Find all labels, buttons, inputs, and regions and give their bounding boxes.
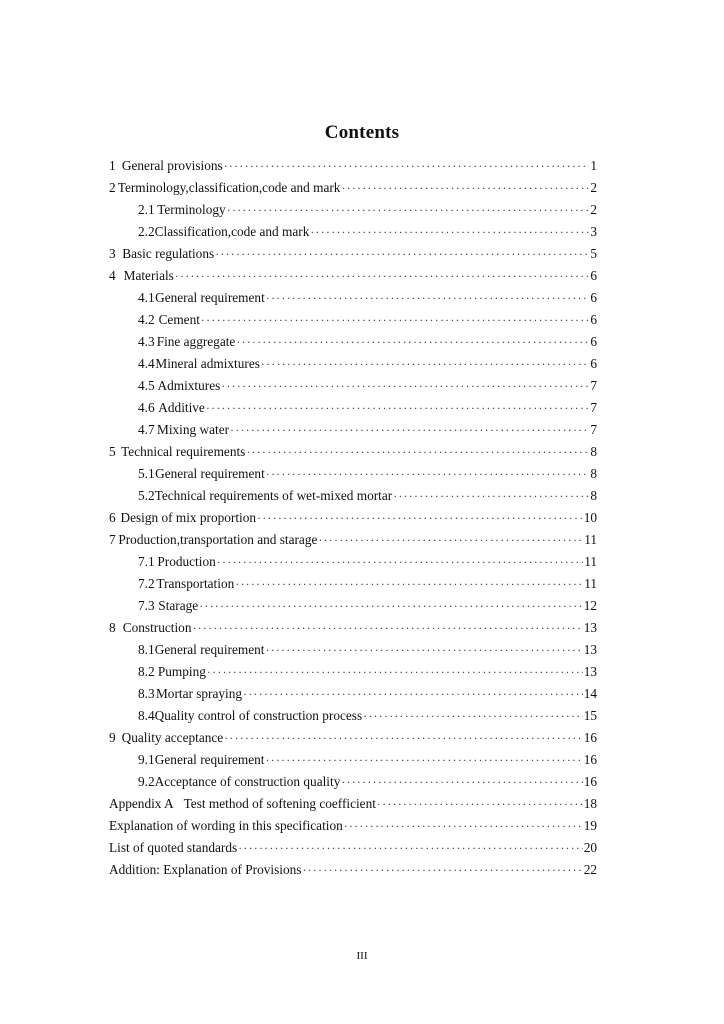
toc-entry-number: 6 [109,510,116,525]
toc-entry-number: 7.2 [138,576,155,591]
toc-entry-page: 6 [590,268,597,283]
toc-entry-page: 22 [583,862,597,877]
toc-entry-number: 7 [109,532,116,547]
toc-entry[interactable] [109,199,597,221]
toc-entry-number: 1 [109,158,116,173]
toc-entry-number: 2.2 [138,224,155,239]
toc-entry[interactable] [109,705,597,727]
toc-entry-number: 9.1 [138,752,155,767]
toc-entry-number: 5.2 [138,488,155,503]
toc-entry-number: 4 [109,268,116,283]
toc-entry-number: 9 [109,730,116,745]
toc-entry-title: Mixing water [157,422,230,437]
toc-entry-title: Terminology,classification,code and mark [117,180,341,195]
toc-entry-page: 18 [583,796,597,811]
dot-leader [224,727,583,749]
dot-leader [265,749,582,771]
toc-entry-number: 5.1 [138,466,155,481]
toc-entry-page: 13 [583,642,597,657]
toc-entry-page: 19 [583,818,597,833]
toc-entry[interactable] [109,485,597,507]
toc-entry-title: Pumping [157,664,206,679]
toc-entry-page: 6 [590,312,597,327]
toc-entry-page: 16 [583,752,597,767]
toc-entry[interactable] [109,815,597,837]
toc-entry[interactable] [109,397,597,419]
toc-entry-number: 4.2 [138,312,155,327]
toc-entry-number: 2.1 [138,202,155,217]
toc-entry-page: 7 [590,400,597,415]
toc-entry-title: Production [157,554,216,569]
toc-entry-page: 6 [590,290,597,305]
toc-entry-page: 8 [590,488,597,503]
dot-leader [206,397,590,419]
toc-entry-title: Acceptance of construction quality [154,774,341,789]
toc-entry[interactable] [109,507,597,529]
toc-entry-title: General requirement [154,642,265,657]
toc-entry-page: 20 [583,840,597,855]
toc-entry-number: 4.1 [138,290,155,305]
toc-entry[interactable] [109,529,597,551]
toc-entry[interactable] [109,595,597,617]
dot-leader [230,419,589,441]
toc-entry[interactable] [109,155,597,177]
toc-entry-page: 15 [583,708,597,723]
toc-entry-page: 1 [590,158,597,173]
toc-entry[interactable] [109,837,597,859]
toc-entry-number: 8.2 [138,664,155,679]
toc-entry-title: Addition: Explanation of Provisions [109,862,302,877]
dot-leader [246,441,589,463]
dot-leader [192,617,582,639]
toc-entry[interactable] [109,683,597,705]
dot-leader [238,837,583,859]
dot-leader [257,507,583,529]
toc-entry-number: 8.1 [138,642,155,657]
toc-entry-page: 7 [590,378,597,393]
toc-entry-number: 3 [109,246,116,261]
dot-leader [261,353,589,375]
dot-leader [266,287,590,309]
toc-entry-title: Classification,code and mark [154,224,310,239]
toc-entry-page: 10 [583,510,597,525]
toc-entry[interactable] [109,331,597,353]
toc-entry-page: 16 [583,774,597,789]
dot-leader [266,463,590,485]
toc-entry[interactable] [109,463,597,485]
toc-entry[interactable] [109,353,597,375]
toc-entry-title: Additive [158,400,205,415]
table-of-contents [109,155,597,881]
toc-entry-page: 13 [583,620,597,635]
toc-entry[interactable] [109,573,597,595]
toc-entry-title: General requirement [154,752,265,767]
toc-entry-title: Production,transportation and starage [118,532,318,547]
toc-entry-page: 6 [590,356,597,371]
toc-entry-title: Materials [123,268,174,283]
toc-entry-title: Explanation of wording in this specification [109,818,343,833]
toc-entry-number: 9.2 [138,774,155,789]
toc-entry-page: 11 [584,576,597,591]
toc-entry-page: 2 [590,180,597,195]
dot-leader [393,485,589,507]
toc-entry-title: General requirement [155,466,265,481]
toc-entry-page: 8 [590,444,597,459]
toc-entry-title: Mortar spraying [155,686,243,701]
toc-entry-page: 8 [590,466,597,481]
toc-entry-title: Admixtures [157,378,221,393]
toc-entry-title: Construction [122,620,192,635]
dot-leader [199,595,583,617]
toc-entry[interactable] [109,419,597,441]
toc-entry-page: 11 [584,554,597,569]
toc-entry-title: List of quoted standards [109,840,238,855]
toc-entry[interactable] [109,221,597,243]
dot-leader [302,859,582,881]
toc-entry[interactable] [109,661,597,683]
dot-leader [318,529,583,551]
toc-entry-title: General provisions [121,158,223,173]
toc-entry-title: Fine aggregate [156,334,236,349]
toc-entry-number: 2 [109,180,116,195]
toc-entry[interactable] [109,287,597,309]
toc-entry-number: 7.3 [138,598,155,613]
toc-entry-number: 4.3 [138,334,155,349]
toc-entry-title: Technical requirements of wet-mixed mortar [154,488,393,503]
toc-entry-title: Basic regulations [122,246,215,261]
toc-entry-page: 13 [583,664,597,679]
toc-entry-number: 5 [109,444,116,459]
toc-entry[interactable] [109,727,597,749]
toc-entry-page: 11 [584,532,597,547]
toc-entry[interactable] [109,265,597,287]
toc-entry-page: 12 [583,598,597,613]
toc-entry-title: Mineral admixtures [155,356,260,371]
toc-entry-title: Technical requirements [121,444,246,459]
dot-leader [221,375,589,397]
toc-entry-title: Cement [158,312,200,327]
dot-leader [207,661,583,683]
toc-entry-page: 6 [590,334,597,349]
toc-entry-page: 7 [590,422,597,437]
toc-entry[interactable] [109,771,597,793]
toc-entry-page: 16 [583,730,597,745]
dot-leader [175,265,590,287]
toc-entry-number: 4.6 [138,400,155,415]
toc-entry-number: 8.3 [138,686,155,701]
toc-entry-page: 2 [590,202,597,217]
toc-entry[interactable] [109,441,597,463]
toc-entry-number: 4.7 [138,422,155,437]
toc-entry[interactable] [109,243,597,265]
dot-leader [341,177,589,199]
dot-leader [224,155,590,177]
toc-entry-page: 5 [590,246,597,261]
dot-leader [215,243,589,265]
toc-entry[interactable] [109,551,597,573]
dot-leader [377,793,583,815]
toc-entry-title: Transportation [156,576,235,591]
dot-leader [363,705,583,727]
dot-leader [236,331,589,353]
dot-leader [265,639,582,661]
toc-entry-number: 8 [109,620,116,635]
toc-entry-title: General requirement [155,290,265,305]
toc-entry[interactable] [109,309,597,331]
page-number: III [356,950,368,962]
page-title: Contents [324,122,400,143]
toc-entry-number: 4.5 [138,378,155,393]
dot-leader [243,683,583,705]
toc-entry-title: Starage [158,598,199,613]
toc-entry[interactable] [109,859,597,881]
toc-entry-page: 14 [583,686,597,701]
dot-leader [217,551,583,573]
dot-leader [227,199,590,221]
dot-leader [310,221,589,243]
toc-entry[interactable] [109,749,597,771]
toc-entry-title: Quality control of construction process [154,708,363,723]
toc-entry-title: Quality acceptance [121,730,224,745]
toc-entry[interactable] [109,639,597,661]
toc-entry-title: Terminology [157,202,226,217]
toc-entry-number: 7.1 [138,554,155,569]
dot-leader [235,573,583,595]
toc-entry[interactable] [109,617,597,639]
toc-entry-page: 3 [590,224,597,239]
toc-entry-number: 4.4 [138,356,155,371]
toc-entry-title: Design of mix proportion [120,510,257,525]
toc-entry[interactable] [109,177,597,199]
toc-entry[interactable] [109,793,597,815]
dot-leader [201,309,589,331]
dot-leader [341,771,582,793]
toc-entry[interactable] [109,375,597,397]
toc-entry-number: 8.4 [138,708,155,723]
toc-entry-title: Appendix A Test method of softening coefficient [109,796,376,811]
dot-leader [344,815,583,837]
